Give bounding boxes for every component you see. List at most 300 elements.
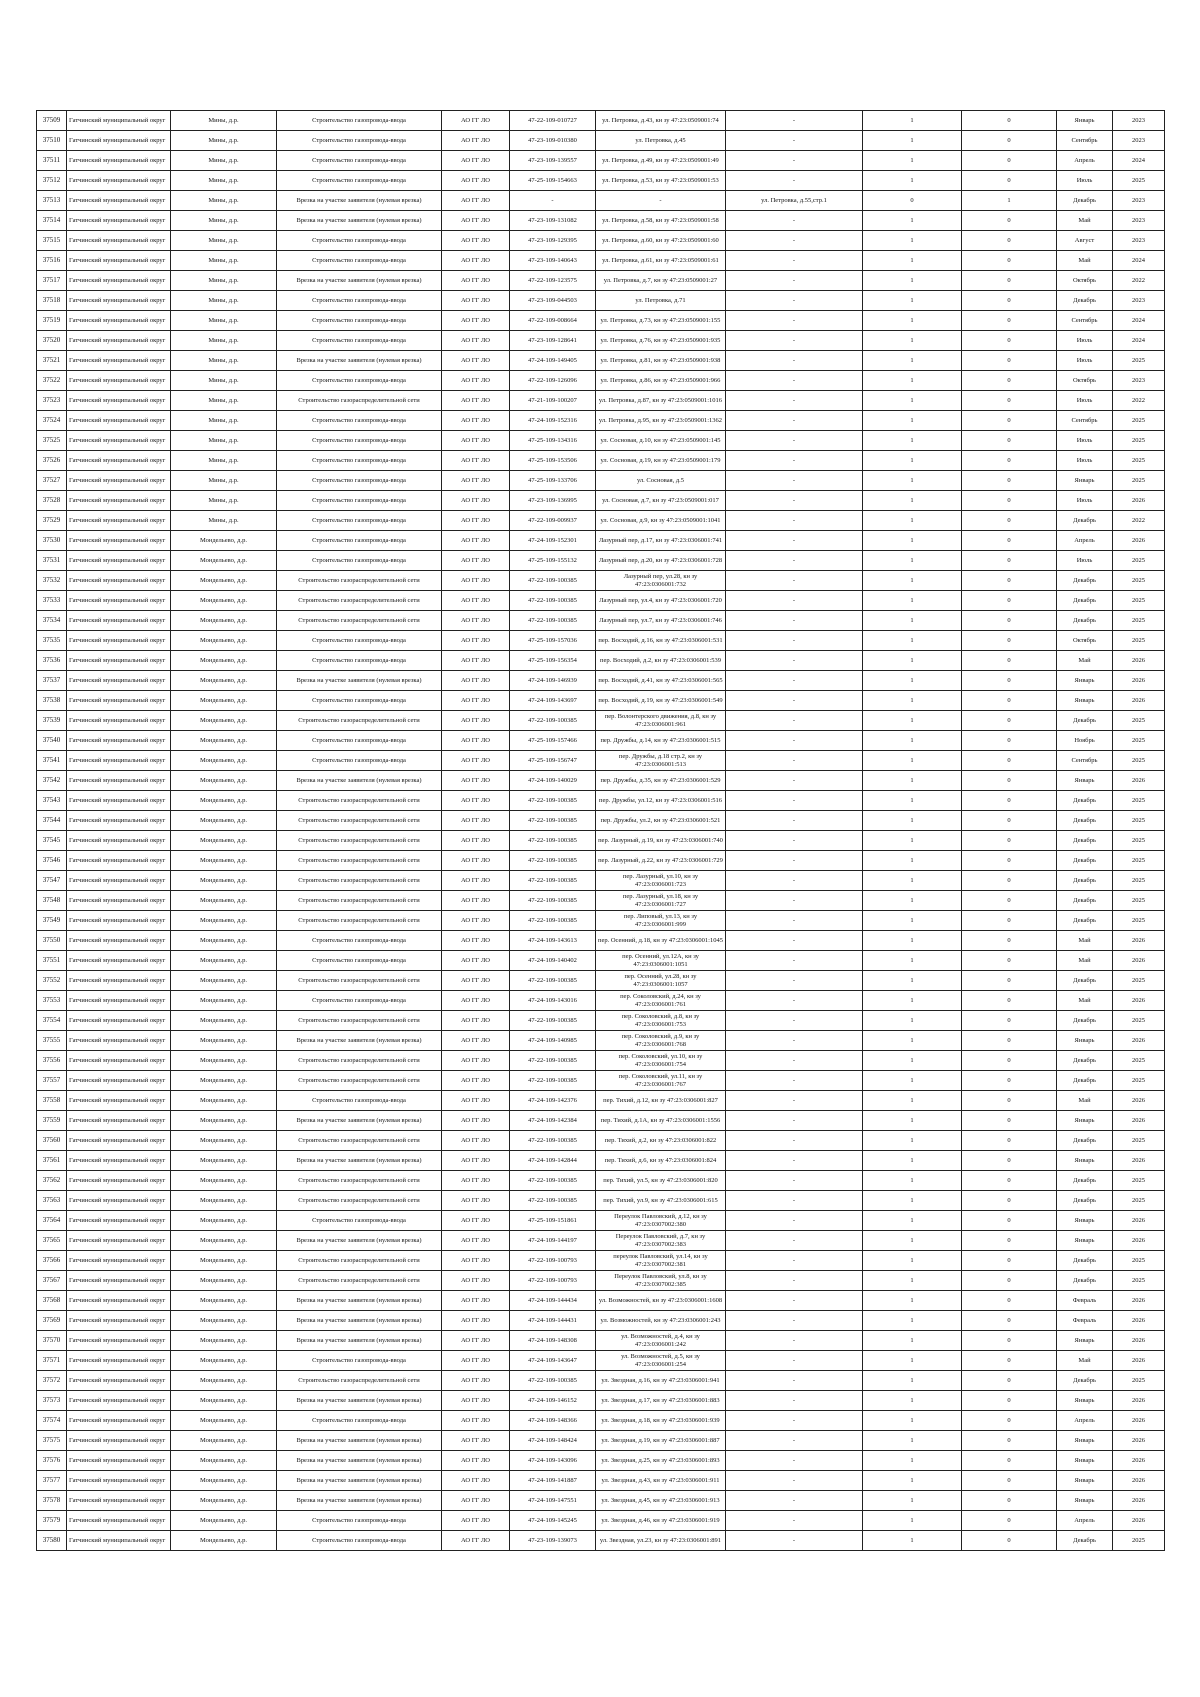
cell-organization: АО ГГ ЛО xyxy=(442,1231,510,1251)
cell-settlement: Мины, д.р. xyxy=(171,231,277,251)
cell-work-type: Врезка на участке заявителя (нулевая врезка) xyxy=(277,211,442,231)
cell-work-type: Врезка на участке заявителя (нулевая врезка) xyxy=(277,1311,442,1331)
cell-application-number: 47-24-109-144197 xyxy=(510,1231,596,1251)
cell-object-address: - xyxy=(726,591,863,611)
cell-district: Гатчинский муниципальный округ xyxy=(67,1331,171,1351)
cell-settlement: Мондельево, д.р. xyxy=(171,991,277,1011)
cell-object-address: - xyxy=(726,1371,863,1391)
cell-object-address: - xyxy=(726,131,863,151)
cell-address-cadastral: Лазурный пер, д.17, кн зу 47:23:0306001:741 xyxy=(596,531,726,551)
cell-object-address: - xyxy=(726,1151,863,1171)
cell-application-number: 47-23-109-131082 xyxy=(510,211,596,231)
cell-month: Декабрь xyxy=(1057,291,1113,311)
cell-work-type: Строительство газораспределительной сети xyxy=(277,1011,442,1031)
cell-number: 37566 xyxy=(37,1251,67,1271)
cell-address-cadastral: ул. Звездная, д.46, кн зу 47:23:0306001:919 xyxy=(596,1511,726,1531)
cell-year: 2023 xyxy=(1113,291,1165,311)
cell-district: Гатчинский муниципальный округ xyxy=(67,911,171,931)
cell-value-1: 1 xyxy=(863,471,962,491)
cell-year: 2026 xyxy=(1113,671,1165,691)
cell-value-2: 0 xyxy=(962,1131,1057,1151)
cell-object-address: - xyxy=(726,871,863,891)
cell-month: Май xyxy=(1057,991,1113,1011)
cell-year: 2025 xyxy=(1113,1251,1165,1271)
cell-settlement: Мондельево, д.р. xyxy=(171,711,277,731)
cell-value-1: 1 xyxy=(863,1171,962,1191)
cell-application-number: 47-22-109-100385 xyxy=(510,1191,596,1211)
cell-settlement: Мондельево, д.р. xyxy=(171,1411,277,1431)
cell-organization: АО ГГ ЛО xyxy=(442,871,510,891)
table-row xyxy=(37,1411,1165,1431)
cell-number: 37549 xyxy=(37,911,67,931)
cell-object-address: - xyxy=(726,211,863,231)
table-row xyxy=(37,191,1165,211)
cell-year: 2025 xyxy=(1113,911,1165,931)
cell-district: Гатчинский муниципальный округ xyxy=(67,1271,171,1291)
cell-month: Сентябрь xyxy=(1057,131,1113,151)
cell-number: 37568 xyxy=(37,1291,67,1311)
table-row xyxy=(37,691,1165,711)
cell-organization: АО ГГ ЛО xyxy=(442,311,510,331)
cell-organization: АО ГГ ЛО xyxy=(442,931,510,951)
cell-number: 37559 xyxy=(37,1111,67,1131)
cell-value-1: 1 xyxy=(863,731,962,751)
cell-value-2: 0 xyxy=(962,351,1057,371)
cell-value-2: 0 xyxy=(962,131,1057,151)
table-row xyxy=(37,1251,1165,1271)
cell-value-1: 0 xyxy=(863,191,962,211)
cell-district: Гатчинский муниципальный округ xyxy=(67,1011,171,1031)
cell-value-2: 0 xyxy=(962,371,1057,391)
cell-application-number: 47-24-109-143613 xyxy=(510,931,596,951)
cell-object-address: - xyxy=(726,271,863,291)
cell-address-cadastral: ул. Возможностей, кн зу 47:23:0306001:243 xyxy=(596,1311,726,1331)
cell-work-type: Врезка на участке заявителя (нулевая врезка) xyxy=(277,1291,442,1311)
cell-organization: АО ГГ ЛО xyxy=(442,691,510,711)
cell-settlement: Мины, д.р. xyxy=(171,311,277,331)
cell-object-address: - xyxy=(726,931,863,951)
cell-work-type: Строительство газораспределительной сети xyxy=(277,1251,442,1271)
cell-district: Гатчинский муниципальный округ xyxy=(67,1151,171,1171)
cell-application-number: 47-22-109-100385 xyxy=(510,831,596,851)
cell-work-type: Строительство газопровода-ввода xyxy=(277,511,442,531)
cell-application-number: 47-23-109-128641 xyxy=(510,331,596,351)
cell-year: 2024 xyxy=(1113,251,1165,271)
cell-address-cadastral: пер. Тихий, ул.5, кн зу 47:23:0306001:820 xyxy=(596,1171,726,1191)
cell-number: 37524 xyxy=(37,411,67,431)
cell-work-type: Строительство газопровода-ввода xyxy=(277,731,442,751)
cell-value-2: 0 xyxy=(962,811,1057,831)
cell-work-type: Строительство газораспределительной сети xyxy=(277,871,442,891)
cell-value-1: 1 xyxy=(863,631,962,651)
cell-organization: АО ГГ ЛО xyxy=(442,151,510,171)
cell-value-2: 0 xyxy=(962,231,1057,251)
cell-work-type: Строительство газораспределительной сети xyxy=(277,911,442,931)
table-row xyxy=(37,311,1165,331)
cell-value-1: 1 xyxy=(863,1391,962,1411)
cell-object-address: - xyxy=(726,1011,863,1031)
cell-value-2: 0 xyxy=(962,411,1057,431)
cell-year: 2025 xyxy=(1113,1071,1165,1091)
cell-year: 2025 xyxy=(1113,591,1165,611)
cell-number: 37531 xyxy=(37,551,67,571)
cell-organization: АО ГГ ЛО xyxy=(442,1371,510,1391)
cell-number: 37564 xyxy=(37,1211,67,1231)
cell-value-2: 0 xyxy=(962,691,1057,711)
cell-month: Декабрь xyxy=(1057,1071,1113,1091)
table-row xyxy=(37,451,1165,471)
cell-value-2: 0 xyxy=(962,271,1057,291)
cell-address-cadastral: ул. Петровка, д.86, кн зу 47:23:0509001:966 xyxy=(596,371,726,391)
cell-address-cadastral: ул. Петровка, д.7, кн зу 47:23:0509001:27 xyxy=(596,271,726,291)
cell-organization: АО ГГ ЛО xyxy=(442,471,510,491)
cell-address-cadastral: пер. Восходий, д.2, кн зу 47:23:0306001:539 xyxy=(596,651,726,671)
cell-number: 37560 xyxy=(37,1131,67,1151)
cell-month: Февраль xyxy=(1057,1311,1113,1331)
cell-work-type: Строительство газопровода-ввода xyxy=(277,331,442,351)
cell-month: Июль xyxy=(1057,451,1113,471)
cell-organization: АО ГГ ЛО xyxy=(442,731,510,751)
cell-district: Гатчинский муниципальный округ xyxy=(67,751,171,771)
cell-value-1: 1 xyxy=(863,451,962,471)
table-row xyxy=(37,391,1165,411)
cell-number: 37579 xyxy=(37,1511,67,1531)
cell-object-address: - xyxy=(726,171,863,191)
cell-value-2: 0 xyxy=(962,1411,1057,1431)
cell-application-number: 47-24-109-140402 xyxy=(510,951,596,971)
cell-settlement: Мондельево, д.р. xyxy=(171,1191,277,1211)
table-row xyxy=(37,1171,1165,1191)
table-row xyxy=(37,1531,1165,1551)
cell-number: 37548 xyxy=(37,891,67,911)
cell-address-cadastral: Лазурный пер, ул.7, кн зу 47:23:0306001:746 xyxy=(596,611,726,631)
cell-value-1: 1 xyxy=(863,1031,962,1051)
cell-month: Январь xyxy=(1057,1491,1113,1511)
cell-value-1: 1 xyxy=(863,491,962,511)
cell-value-2: 0 xyxy=(962,1031,1057,1051)
cell-value-1: 1 xyxy=(863,271,962,291)
cell-organization: АО ГГ ЛО xyxy=(442,751,510,771)
cell-value-1: 1 xyxy=(863,1531,962,1551)
cell-value-1: 1 xyxy=(863,771,962,791)
cell-value-1: 1 xyxy=(863,231,962,251)
table-row xyxy=(37,591,1165,611)
cell-work-type: Строительство газопровода-ввода xyxy=(277,531,442,551)
cell-application-number: 47-22-109-100385 xyxy=(510,1171,596,1191)
cell-value-2: 0 xyxy=(962,1011,1057,1031)
cell-organization: АО ГГ ЛО xyxy=(442,1531,510,1551)
cell-year: 2025 xyxy=(1113,791,1165,811)
cell-year: 2026 xyxy=(1113,651,1165,671)
cell-value-1: 1 xyxy=(863,311,962,331)
cell-object-address: - xyxy=(726,911,863,931)
cell-district: Гатчинский муниципальный округ xyxy=(67,331,171,351)
cell-address-cadastral: ул. Сосновая, д.19, кн зу 47:23:0509001:179 xyxy=(596,451,726,471)
cell-number: 37540 xyxy=(37,731,67,751)
cell-value-2: 0 xyxy=(962,1291,1057,1311)
cell-object-address: - xyxy=(726,1391,863,1411)
cell-month: Январь xyxy=(1057,1151,1113,1171)
cell-organization: АО ГГ ЛО xyxy=(442,1151,510,1171)
cell-application-number: 47-24-109-140029 xyxy=(510,771,596,791)
cell-value-1: 1 xyxy=(863,1491,962,1511)
cell-application-number: 47-23-109-136995 xyxy=(510,491,596,511)
cell-district: Гатчинский муниципальный округ xyxy=(67,491,171,511)
cell-work-type: Строительство газораспределительной сети xyxy=(277,1191,442,1211)
cell-month: Сентябрь xyxy=(1057,311,1113,331)
cell-month: Январь xyxy=(1057,671,1113,691)
cell-work-type: Строительство газопровода-ввода xyxy=(277,751,442,771)
cell-number: 37544 xyxy=(37,811,67,831)
cell-work-type: Врезка на участке заявителя (нулевая врезка) xyxy=(277,771,442,791)
cell-work-type: Строительство газопровода-ввода xyxy=(277,991,442,1011)
cell-organization: АО ГГ ЛО xyxy=(442,551,510,571)
cell-month: Октябрь xyxy=(1057,371,1113,391)
cell-value-1: 1 xyxy=(863,811,962,831)
cell-value-2: 0 xyxy=(962,1091,1057,1111)
cell-number: 37526 xyxy=(37,451,67,471)
table-row xyxy=(37,1011,1165,1031)
cell-settlement: Мондельево, д.р. xyxy=(171,1111,277,1131)
cell-year: 2026 xyxy=(1113,1231,1165,1251)
cell-district: Гатчинский муниципальный округ xyxy=(67,1531,171,1551)
cell-organization: АО ГГ ЛО xyxy=(442,411,510,431)
cell-work-type: Врезка на участке заявителя (нулевая врезка) xyxy=(277,1111,442,1131)
cell-address-cadastral: ул. Петровка, д.60, кн зу 47:23:0509001:60 xyxy=(596,231,726,251)
cell-number: 37521 xyxy=(37,351,67,371)
cell-address-cadastral: Лазурный пер, ул.28, кн зу 47:23:0306001:732 xyxy=(596,571,726,591)
cell-settlement: Мондельево, д.р. xyxy=(171,731,277,751)
cell-organization: АО ГГ ЛО xyxy=(442,711,510,731)
cell-object-address: - xyxy=(726,811,863,831)
cell-application-number: 47-24-109-148366 xyxy=(510,1411,596,1431)
cell-object-address: - xyxy=(726,671,863,691)
cell-year: 2025 xyxy=(1113,471,1165,491)
cell-number: 37565 xyxy=(37,1231,67,1251)
cell-value-2: 0 xyxy=(962,1431,1057,1451)
table-row xyxy=(37,1071,1165,1091)
cell-value-1: 1 xyxy=(863,991,962,1011)
cell-settlement: Мондельево, д.р. xyxy=(171,1131,277,1151)
cell-month: Декабрь xyxy=(1057,191,1113,211)
cell-value-1: 1 xyxy=(863,1431,962,1451)
cell-organization: АО ГГ ЛО xyxy=(442,1271,510,1291)
cell-settlement: Мондельево, д.р. xyxy=(171,911,277,931)
cell-work-type: Строительство газопровода-ввода xyxy=(277,311,442,331)
cell-settlement: Мондельево, д.р. xyxy=(171,1351,277,1371)
cell-organization: АО ГГ ЛО xyxy=(442,1451,510,1471)
cell-object-address: - xyxy=(726,771,863,791)
cell-address-cadastral: пер. Соколовский, д.9, кн зу 47:23:0306001:768 xyxy=(596,1031,726,1051)
cell-district: Гатчинский муниципальный округ xyxy=(67,1031,171,1051)
cell-object-address: - xyxy=(726,971,863,991)
cell-work-type: Врезка на участке заявителя (нулевая врезка) xyxy=(277,351,442,371)
cell-value-2: 0 xyxy=(962,1371,1057,1391)
cell-district: Гатчинский муниципальный округ xyxy=(67,591,171,611)
cell-work-type: Строительство газопровода-ввода xyxy=(277,371,442,391)
cell-application-number: 47-24-109-146939 xyxy=(510,671,596,691)
cell-application-number: 47-22-109-100385 xyxy=(510,1131,596,1151)
cell-work-type: Строительство газораспределительной сети xyxy=(277,1171,442,1191)
cell-value-1: 1 xyxy=(863,1051,962,1071)
table-row xyxy=(37,131,1165,151)
cell-district: Гатчинский муниципальный округ xyxy=(67,111,171,131)
cell-object-address: - xyxy=(726,471,863,491)
cell-organization: АО ГГ ЛО xyxy=(442,571,510,591)
cell-organization: АО ГГ ЛО xyxy=(442,451,510,471)
cell-organization: АО ГГ ЛО xyxy=(442,1511,510,1531)
cell-value-2: 0 xyxy=(962,571,1057,591)
cell-district: Гатчинский муниципальный округ xyxy=(67,1111,171,1131)
table-row xyxy=(37,431,1165,451)
cell-month: Май xyxy=(1057,1091,1113,1111)
cell-value-2: 0 xyxy=(962,1111,1057,1131)
cell-organization: АО ГГ ЛО xyxy=(442,1091,510,1111)
cell-number: 37516 xyxy=(37,251,67,271)
cell-month: Июль xyxy=(1057,491,1113,511)
cell-value-1: 1 xyxy=(863,1351,962,1371)
cell-year: 2026 xyxy=(1113,1471,1165,1491)
cell-value-2: 0 xyxy=(962,1331,1057,1351)
cell-value-2: 0 xyxy=(962,891,1057,911)
table-row xyxy=(37,931,1165,951)
cell-year: 2025 xyxy=(1113,871,1165,891)
cell-object-address: - xyxy=(726,1171,863,1191)
cell-work-type: Строительство газопровода-ввода xyxy=(277,471,442,491)
cell-object-address: - xyxy=(726,331,863,351)
cell-settlement: Мины, д.р. xyxy=(171,371,277,391)
cell-district: Гатчинский муниципальный округ xyxy=(67,1171,171,1191)
cell-district: Гатчинский муниципальный округ xyxy=(67,1231,171,1251)
cell-month: Декабрь xyxy=(1057,1191,1113,1211)
cell-number: 37575 xyxy=(37,1431,67,1451)
cell-settlement: Мондельево, д.р. xyxy=(171,1451,277,1471)
cell-number: 37519 xyxy=(37,311,67,331)
cell-work-type: Строительство газопровода-ввода xyxy=(277,1511,442,1531)
cell-address-cadastral: пер. Соколовский, ул.10, кн зу 47:23:0306001:754 xyxy=(596,1051,726,1071)
cell-settlement: Мондельево, д.р. xyxy=(171,1511,277,1531)
cell-number: 37554 xyxy=(37,1011,67,1031)
cell-work-type: Врезка на участке заявителя (нулевая врезка) xyxy=(277,1031,442,1051)
cell-object-address: - xyxy=(726,391,863,411)
cell-number: 37510 xyxy=(37,131,67,151)
cell-year: 2025 xyxy=(1113,1371,1165,1391)
cell-address-cadastral: ул. Звездная, ул.23, кн зу 47:23:0306001:891 xyxy=(596,1531,726,1551)
cell-district: Гатчинский муниципальный округ xyxy=(67,1051,171,1071)
cell-application-number: 47-24-109-140985 xyxy=(510,1031,596,1051)
cell-address-cadastral: ул. Петровка, д.58, кн зу 47:23:0509001:58 xyxy=(596,211,726,231)
cell-year: 2025 xyxy=(1113,1271,1165,1291)
cell-object-address: - xyxy=(726,1331,863,1351)
cell-object-address: - xyxy=(726,631,863,651)
cell-month: Декабрь xyxy=(1057,1051,1113,1071)
cell-value-1: 1 xyxy=(863,1151,962,1171)
cell-value-2: 0 xyxy=(962,1351,1057,1371)
table-row xyxy=(37,1031,1165,1051)
cell-month: Январь xyxy=(1057,111,1113,131)
cell-organization: АО ГГ ЛО xyxy=(442,1051,510,1071)
cell-address-cadastral: ул. Звездная, д.17, кн зу 47:23:0306001:883 xyxy=(596,1391,726,1411)
cell-district: Гатчинский муниципальный округ xyxy=(67,1511,171,1531)
cell-month: Октябрь xyxy=(1057,631,1113,651)
cell-address-cadastral: Переулок Павловский, ул.8, кн зу 47:23:0307002:385 xyxy=(596,1271,726,1291)
cell-address-cadastral: пер. Восходий, д.16, кн зу 47:23:0306001:531 xyxy=(596,631,726,651)
table-row xyxy=(37,491,1165,511)
cell-organization: АО ГГ ЛО xyxy=(442,171,510,191)
cell-number: 37541 xyxy=(37,751,67,771)
cell-application-number: 47-24-109-143697 xyxy=(510,691,596,711)
cell-number: 37552 xyxy=(37,971,67,991)
cell-district: Гатчинский муниципальный округ xyxy=(67,471,171,491)
cell-settlement: Мины, д.р. xyxy=(171,171,277,191)
cell-organization: АО ГГ ЛО xyxy=(442,1111,510,1131)
cell-object-address: - xyxy=(726,1431,863,1451)
cell-application-number: 47-22-109-100385 xyxy=(510,591,596,611)
cell-address-cadastral: пер. Восходий, д.41, кн зу 47:23:0306001:565 xyxy=(596,671,726,691)
table-row xyxy=(37,951,1165,971)
cell-address-cadastral: - xyxy=(596,191,726,211)
cell-value-1: 1 xyxy=(863,1451,962,1471)
cell-year: 2025 xyxy=(1113,1191,1165,1211)
cell-application-number: 47-24-109-148308 xyxy=(510,1331,596,1351)
cell-number: 37580 xyxy=(37,1531,67,1551)
cell-object-address: - xyxy=(726,311,863,331)
cell-district: Гатчинский муниципальный округ xyxy=(67,191,171,211)
cell-settlement: Мондельево, д.р. xyxy=(171,1311,277,1331)
cell-organization: АО ГГ ЛО xyxy=(442,1211,510,1231)
cell-organization: АО ГГ ЛО xyxy=(442,631,510,651)
cell-number: 37538 xyxy=(37,691,67,711)
cell-value-2: 0 xyxy=(962,1311,1057,1331)
cell-address-cadastral: Лазурный пер, ул.4, кн зу 47:23:0306001:720 xyxy=(596,591,726,611)
cell-work-type: Строительство газопровода-ввода xyxy=(277,1411,442,1431)
cell-organization: АО ГГ ЛО xyxy=(442,1491,510,1511)
cell-month: Сентябрь xyxy=(1057,411,1113,431)
cell-month: Декабрь xyxy=(1057,851,1113,871)
cell-district: Гатчинский муниципальный округ xyxy=(67,1071,171,1091)
cell-address-cadastral: ул. Петровка, д.53, кн зу 47:23:0509001:53 xyxy=(596,171,726,191)
cell-address-cadastral: ул. Возможностей, д.5, кн зу 47:23:0306001:254 xyxy=(596,1351,726,1371)
cell-year: 2025 xyxy=(1113,891,1165,911)
cell-value-1: 1 xyxy=(863,1291,962,1311)
cell-work-type: Строительство газопровода-ввода xyxy=(277,451,442,471)
cell-month: Май xyxy=(1057,211,1113,231)
cell-organization: АО ГГ ЛО xyxy=(442,611,510,631)
cell-year: 2025 xyxy=(1113,611,1165,631)
cell-settlement: Мондельево, д.р. xyxy=(171,1331,277,1351)
cell-district: Гатчинский муниципальный округ xyxy=(67,391,171,411)
cell-object-address: - xyxy=(726,751,863,771)
cell-settlement: Мины, д.р. xyxy=(171,211,277,231)
cell-value-1: 1 xyxy=(863,431,962,451)
table-row xyxy=(37,651,1165,671)
cell-settlement: Мондельево, д.р. xyxy=(171,1391,277,1411)
table-row xyxy=(37,1111,1165,1131)
cell-value-1: 1 xyxy=(863,1471,962,1491)
cell-district: Гатчинский муниципальный округ xyxy=(67,891,171,911)
cell-work-type: Строительство газораспределительной сети xyxy=(277,1051,442,1071)
cell-organization: АО ГГ ЛО xyxy=(442,511,510,531)
cell-value-2: 0 xyxy=(962,631,1057,651)
cell-work-type: Строительство газораспределительной сети xyxy=(277,811,442,831)
cell-address-cadastral: пер. Тихий, д.2, кн зу 47:23:0306001:822 xyxy=(596,1131,726,1151)
cell-application-number: 47-24-109-142376 xyxy=(510,1091,596,1111)
cell-year: 2025 xyxy=(1113,811,1165,831)
cell-district: Гатчинский муниципальный округ xyxy=(67,771,171,791)
cell-settlement: Мондельево, д.р. xyxy=(171,1251,277,1271)
table-row xyxy=(37,891,1165,911)
cell-district: Гатчинский муниципальный округ xyxy=(67,711,171,731)
